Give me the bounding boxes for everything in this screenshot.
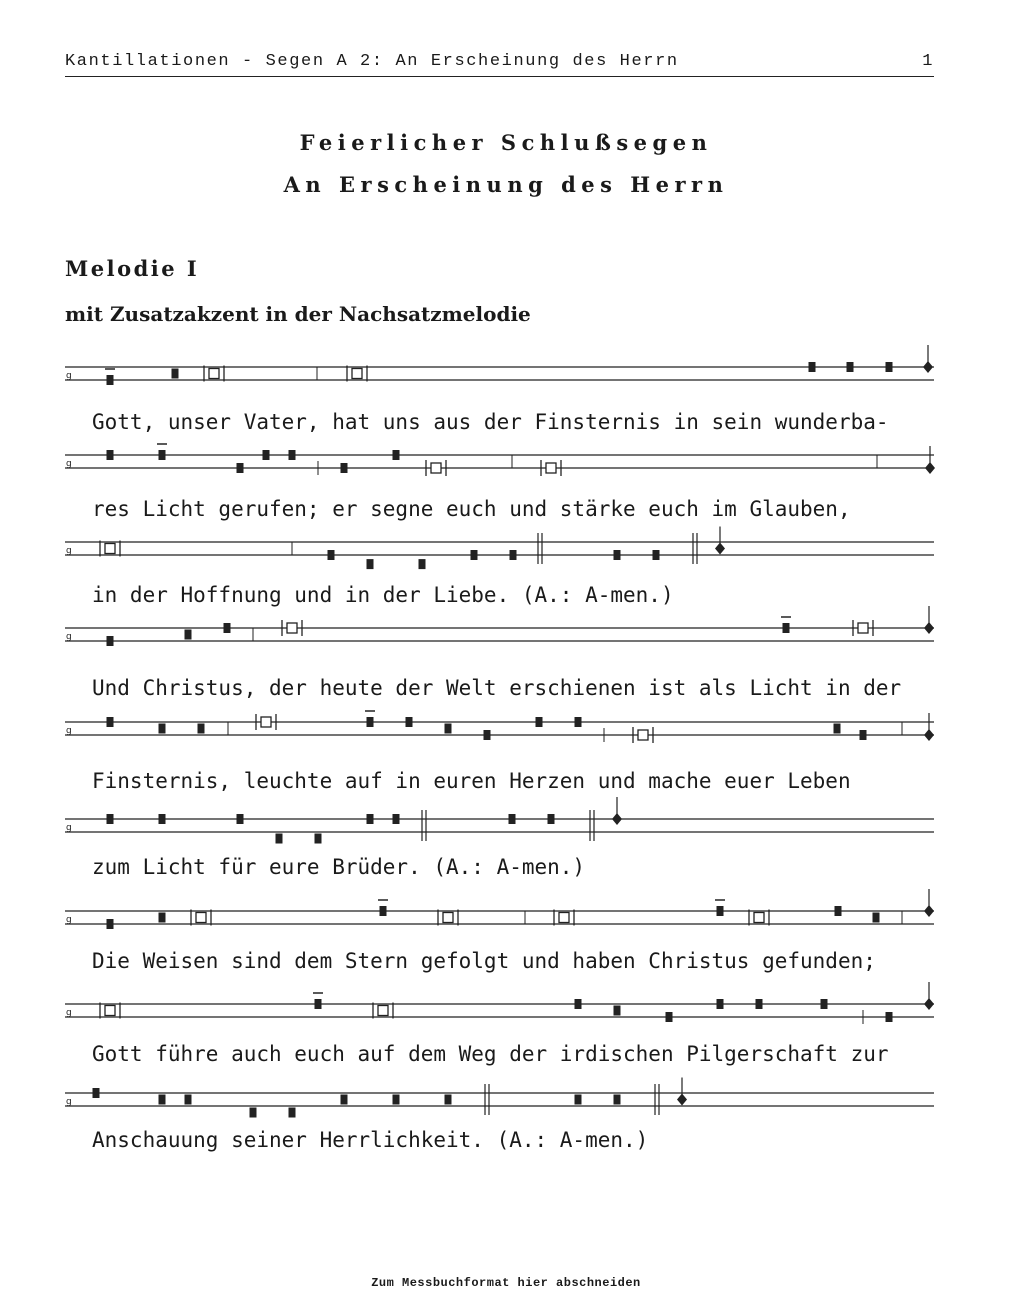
lyric-line-4: Und Christus, der heute der Welt erschienen ist als Licht in der [92,676,902,700]
staff-clef: g [66,632,72,642]
chant-note [237,814,244,824]
chant-note [328,550,335,560]
staff-clef: g [66,546,72,556]
chant-note [575,999,582,1009]
chant-note [380,906,387,916]
chant-note [484,730,491,740]
chant-note [717,906,724,916]
chant-note [172,369,179,379]
staff-clef: g [66,915,72,925]
chant-note [873,913,880,923]
chant-note [575,1095,582,1105]
chant-note [756,999,763,1009]
chant-note [289,1108,296,1118]
staff-clef: g [66,459,72,469]
chant-note [250,1108,257,1118]
lyric-line-3: in der Hoffnung und in der Liebe. (A.: A-men.) [92,583,674,607]
chant-open-note [546,463,556,473]
melody-subtitle: mit Zusatzakzent in der Nachsatzmelodie [65,302,531,326]
chant-note [509,814,516,824]
chant-note [835,906,842,916]
chant-note [224,623,231,633]
chant-note [159,724,166,734]
chant-note [107,450,114,460]
chant-final-note [924,905,934,917]
chant-note [107,919,114,929]
chant-open-note [209,369,219,379]
lyric-line-7: Die Weisen sind dem Stern gefolgt und haben Christus gefunden; [92,949,876,973]
chant-note [821,999,828,1009]
heading-line-1: Feierlicher Schlußsegen [299,130,713,155]
chant-note [107,636,114,646]
chant-note [263,450,270,460]
chant-open-note [287,623,297,633]
chant-note [783,623,790,633]
staff-clef: g [66,371,72,381]
staff-clef: g [66,726,72,736]
chant-note [419,559,426,569]
lyric-line-1: Gott, unser Vater, hat uns aus der Finsternis in sein wunderba- [92,410,889,434]
chant-note [159,450,166,460]
chant-note [367,814,374,824]
chant-note [445,1095,452,1105]
chant-note [367,559,374,569]
chant-note [614,1006,621,1016]
chant-note [847,362,854,372]
chant-final-note [925,462,935,474]
chant-open-note [754,913,764,923]
chant-note [548,814,555,824]
chant-note [107,375,114,385]
chant-note [276,834,283,844]
chant-note [185,630,192,640]
chant-note [237,463,244,473]
chant-note [536,717,543,727]
chant-note [393,450,400,460]
chant-note [107,717,114,727]
chant-note [159,814,166,824]
chant-note [159,913,166,923]
chant-open-note [431,463,441,473]
lyric-line-8: Gott führe auch euch auf dem Weg der irdischen Pilgerschaft zur [92,1042,889,1066]
chant-note [198,724,205,734]
lyric-line-9: Anschauung seiner Herrlichkeit. (A.: A-men.) [92,1128,649,1152]
chant-note [406,717,413,727]
chant-note [445,724,452,734]
chant-note [289,450,296,460]
staff-clef: g [66,1008,72,1018]
chant-note [886,362,893,372]
chant-open-note [196,913,206,923]
chant-final-note [924,622,934,634]
chant-note [393,814,400,824]
chant-open-note [443,913,453,923]
chant-note [717,999,724,1009]
cut-line-note: Zum Messbuchformat hier abschneiden [371,1276,641,1290]
chant-note [107,814,114,824]
chant-note [393,1095,400,1105]
chant-note [653,550,660,560]
chant-open-note [638,730,648,740]
chant-note [575,717,582,727]
chant-final-note [677,1094,687,1106]
chant-note [185,1095,192,1105]
chant-note [315,834,322,844]
chant-open-note [378,1006,388,1016]
chant-note [510,550,517,560]
chant-open-note [261,717,271,727]
chant-final-note [715,543,725,555]
chant-open-note [858,623,868,633]
chant-open-note [352,369,362,379]
staff-clef: g [66,1097,72,1107]
chant-note [614,1095,621,1105]
heading-line-2: An Erscheinung des Herrn [283,172,729,197]
chant-note [886,1012,893,1022]
chant-note [860,730,867,740]
chant-open-note [105,1006,115,1016]
lyric-line-2: res Licht gerufen; er segne euch und stärke euch im Glauben, [92,497,851,521]
chant-note [315,999,322,1009]
chant-final-note [924,998,934,1010]
lyric-line-6: zum Licht für eure Brüder. (A.: A-men.) [92,855,586,879]
chant-note [471,550,478,560]
chant-note [159,1095,166,1105]
chant-final-note [612,813,622,825]
chant-open-note [105,544,115,554]
chant-note [809,362,816,372]
chant-final-note [923,361,933,373]
melody-name: Melodie I [65,256,200,281]
chant-final-note [924,729,934,741]
chant-note [367,717,374,727]
chant-note [834,724,841,734]
chant-note [341,1095,348,1105]
chant-open-note [559,913,569,923]
header-title: Kantillationen - Segen A 2: An Erscheinung des Herrn [65,52,679,71]
page-number: 1 [922,52,934,71]
chant-note [614,550,621,560]
chant-note [93,1088,100,1098]
chant-note [666,1012,673,1022]
lyric-line-5: Finsternis, leuchte auf in euren Herzen und mache euer Leben [92,769,851,793]
staff-clef: g [66,823,72,833]
chant-note [341,463,348,473]
